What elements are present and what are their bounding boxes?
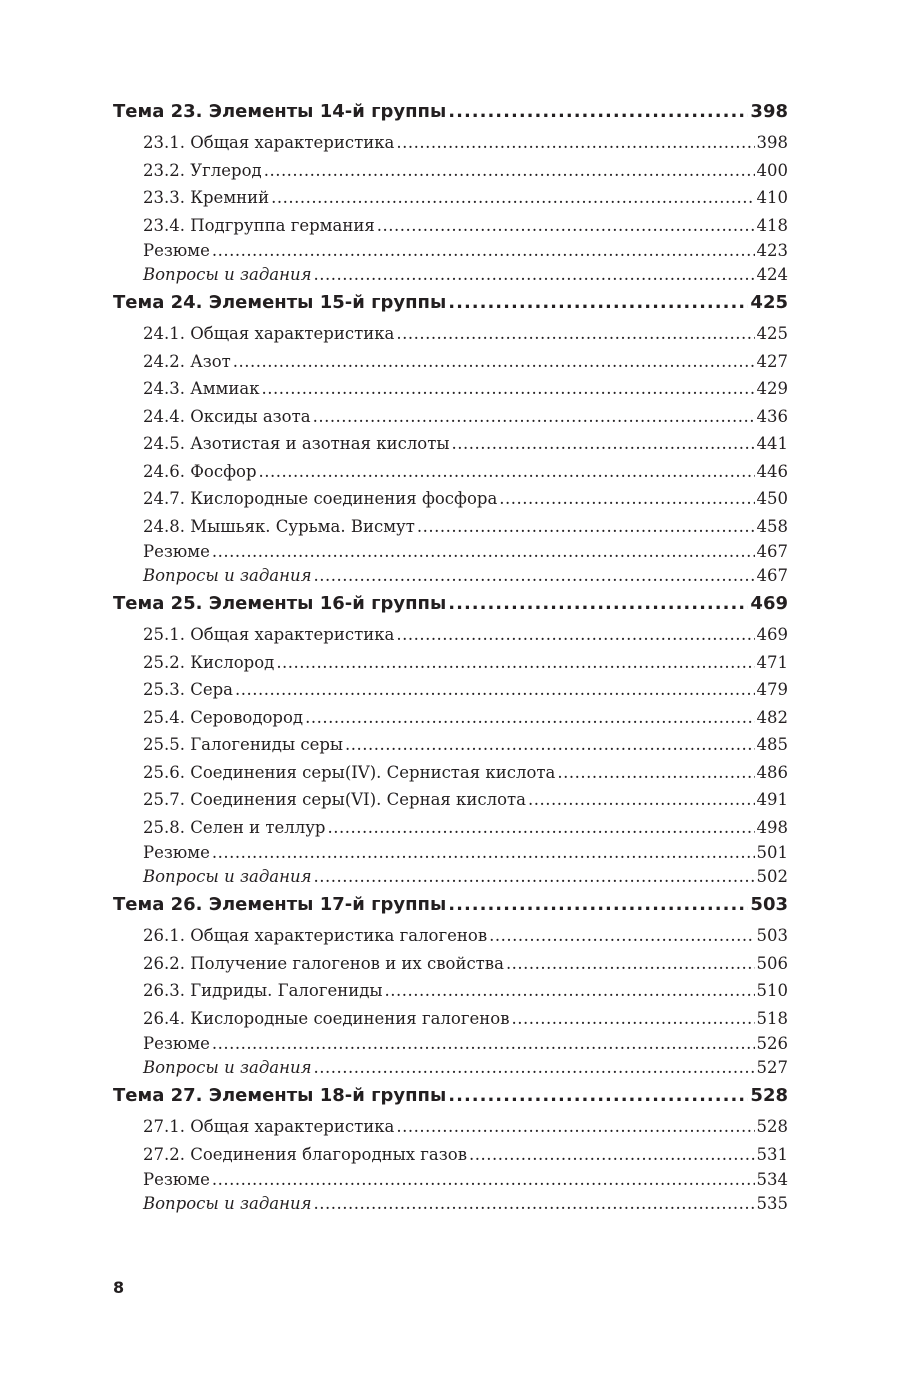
toc-entry[interactable]	[113, 239, 788, 263]
dot-leader	[417, 513, 755, 541]
toc-entry-title: Резюме	[143, 1170, 210, 1189]
toc-entry-title: 26.3. Гидриды. Галогениды	[143, 981, 383, 1000]
toc-entry-page: 528	[756, 1117, 788, 1136]
dot-leader	[314, 564, 755, 588]
toc-entry-page: 535	[756, 1194, 788, 1213]
dot-leader	[305, 704, 754, 732]
toc-entry-title: Вопросы и задания	[143, 1058, 312, 1077]
dot-leader	[212, 540, 755, 564]
toc-entry[interactable]	[113, 1141, 788, 1169]
table-of-contents	[113, 101, 788, 1221]
toc-entry-title: 26.2. Получение галогенов и их свойства	[143, 953, 504, 973]
dot-leader	[345, 731, 754, 759]
toc-entry-title: 24.6. Фосфор	[143, 461, 257, 481]
toc-entry[interactable]	[113, 564, 788, 588]
toc-topic-heading[interactable]	[113, 894, 788, 922]
dot-leader	[314, 865, 755, 889]
toc-entry[interactable]	[113, 814, 788, 842]
toc-topic-page: 528	[750, 1085, 788, 1106]
toc-entry-page: 498	[756, 817, 788, 837]
toc-entry-page: 506	[756, 953, 788, 973]
dot-leader	[396, 129, 754, 157]
toc-entry-title: 24.5. Азотистая и азотная кислоты	[143, 434, 450, 453]
toc-topic-heading[interactable]	[113, 101, 788, 129]
toc-entry-title: 23.4. Подгруппа германия	[143, 215, 375, 235]
toc-entry-page: 518	[756, 1008, 788, 1028]
toc-entry[interactable]	[113, 649, 788, 677]
toc-topic	[113, 292, 788, 588]
toc-topic-title: Тема 25. Элементы 16-й группы	[113, 593, 447, 614]
dot-leader	[469, 1141, 755, 1169]
toc-topic-title: Тема 27. Элементы 18-й группы	[113, 1085, 447, 1106]
toc-entry-page: 410	[756, 188, 788, 207]
toc-entry-page: 400	[756, 160, 788, 180]
toc-entry[interactable]	[113, 977, 788, 1005]
toc-entry-title: 24.7. Кислородные соединения фосфора	[143, 489, 498, 508]
toc-entry[interactable]	[113, 1056, 788, 1080]
toc-entry-page: 534	[756, 1170, 788, 1189]
toc-entry-page: 491	[756, 790, 788, 809]
toc-entry[interactable]	[113, 950, 788, 978]
toc-topic	[113, 894, 788, 1080]
dot-leader	[314, 1192, 755, 1216]
toc-entry[interactable]	[113, 1113, 788, 1141]
toc-entry-page: 486	[756, 762, 788, 782]
toc-entry-title: 27.1. Общая характеристика	[143, 1117, 395, 1136]
toc-topic-page: 469	[750, 593, 788, 614]
dot-leader	[396, 320, 754, 348]
dot-leader	[377, 212, 755, 240]
toc-entry[interactable]	[113, 786, 788, 814]
toc-entry[interactable]	[113, 704, 788, 732]
toc-entry-title: 25.6. Соединения серы(IV). Сернистая кислота	[143, 762, 556, 782]
toc-entry-page: 436	[756, 406, 788, 426]
dot-leader	[448, 1085, 748, 1106]
toc-entry-title: 23.2. Углерод	[143, 160, 262, 180]
toc-topic-page: 425	[750, 292, 788, 313]
dot-leader	[396, 1113, 754, 1141]
toc-entry[interactable]	[113, 375, 788, 403]
toc-entry-page: 425	[756, 324, 788, 343]
dot-leader	[528, 786, 755, 814]
dot-leader	[506, 950, 755, 978]
toc-entry[interactable]	[113, 458, 788, 486]
dot-leader	[262, 375, 755, 403]
dot-leader	[448, 292, 748, 313]
dot-leader	[212, 239, 755, 263]
toc-entry-page: 469	[756, 625, 788, 644]
toc-entry-page: 531	[756, 1144, 788, 1164]
dot-leader	[271, 184, 754, 212]
dot-leader	[259, 458, 755, 486]
toc-entry[interactable]	[113, 865, 788, 889]
dot-leader	[212, 1168, 755, 1192]
toc-entry[interactable]	[113, 485, 788, 513]
dot-leader	[452, 430, 755, 458]
toc-entry-page: 526	[756, 1034, 788, 1053]
toc-entry-title: 24.3. Аммиак	[143, 379, 260, 398]
toc-entry-title: Резюме	[143, 843, 210, 862]
toc-entry[interactable]	[113, 129, 788, 157]
page-number: 8	[113, 1278, 125, 1297]
toc-topic	[113, 101, 788, 287]
toc-entry-title: Вопросы и задания	[143, 265, 312, 284]
toc-entry-title: 24.2. Азот	[143, 351, 231, 371]
toc-entry-page: 501	[756, 843, 788, 862]
dot-leader	[233, 348, 755, 376]
toc-topic-heading[interactable]	[113, 1085, 788, 1113]
dot-leader	[511, 1005, 754, 1033]
toc-entry-title: Резюме	[143, 542, 210, 561]
toc-entry[interactable]	[113, 1168, 788, 1192]
toc-entry-page: 482	[756, 707, 788, 727]
toc-topic-title: Тема 26. Элементы 17-й группы	[113, 894, 447, 915]
toc-entry[interactable]	[113, 212, 788, 240]
toc-entry-title: 24.8. Мышьяк. Сурьма. Висмут	[143, 516, 415, 536]
toc-entry[interactable]	[113, 513, 788, 541]
toc-entry-page: 485	[756, 735, 788, 754]
toc-entry[interactable]	[113, 759, 788, 787]
toc-entry[interactable]	[113, 621, 788, 649]
dot-leader	[235, 676, 754, 704]
toc-entry-title: 25.5. Галогениды серы	[143, 735, 344, 754]
toc-entry[interactable]	[113, 540, 788, 564]
toc-entry-page: 450	[756, 489, 788, 508]
toc-topic	[113, 1085, 788, 1216]
toc-topic-title: Тема 24. Элементы 15-й группы	[113, 292, 447, 313]
toc-entry-page: 423	[756, 241, 788, 260]
toc-entry-title: 23.1. Общая характеристика	[143, 133, 395, 152]
toc-entry-title: 26.4. Кислородные соединения галогенов	[143, 1008, 510, 1028]
toc-entry[interactable]	[113, 841, 788, 865]
toc-entry-title: 25.3. Сера	[143, 680, 234, 699]
toc-entry[interactable]	[113, 731, 788, 759]
toc-entry-page: 467	[756, 542, 788, 561]
toc-entry[interactable]	[113, 184, 788, 212]
toc-topic-page: 398	[750, 101, 788, 122]
toc-entry[interactable]	[113, 263, 788, 287]
dot-leader	[314, 263, 755, 287]
toc-entry-page: 427	[756, 351, 788, 371]
toc-topic-heading[interactable]	[113, 292, 788, 320]
toc-entry-page: 398	[756, 133, 788, 152]
dot-leader	[314, 1056, 755, 1080]
dot-leader	[557, 759, 754, 787]
toc-topic	[113, 593, 788, 889]
toc-entry[interactable]	[113, 403, 788, 431]
dot-leader	[276, 649, 754, 677]
toc-topic-title: Тема 23. Элементы 14-й группы	[113, 101, 447, 122]
toc-entry[interactable]	[113, 1005, 788, 1033]
dot-leader	[327, 814, 754, 842]
toc-entry[interactable]	[113, 1192, 788, 1216]
toc-entry-page: 446	[756, 461, 788, 481]
dot-leader	[385, 977, 755, 1005]
dot-leader	[499, 485, 754, 513]
toc-entry[interactable]	[113, 430, 788, 458]
toc-entry-page: 503	[756, 926, 788, 945]
dot-leader	[212, 841, 755, 865]
toc-entry-title: Резюме	[143, 1034, 210, 1053]
dot-leader	[264, 157, 755, 185]
toc-entry[interactable]	[113, 922, 788, 950]
dot-leader	[396, 621, 754, 649]
toc-entry[interactable]	[113, 320, 788, 348]
toc-entry[interactable]	[113, 157, 788, 185]
dot-leader	[448, 101, 748, 122]
toc-entry-title: 26.1. Общая характеристика галогенов	[143, 926, 488, 945]
toc-entry-title: 25.1. Общая характеристика	[143, 625, 395, 644]
toc-topic-heading[interactable]	[113, 593, 788, 621]
toc-entry[interactable]	[113, 1032, 788, 1056]
toc-entry-title: Вопросы и задания	[143, 566, 312, 585]
dot-leader	[448, 593, 748, 614]
toc-entry-page: 471	[756, 652, 788, 672]
dot-leader	[448, 894, 748, 915]
toc-entry-title: 24.4. Оксиды азота	[143, 406, 311, 426]
toc-entry[interactable]	[113, 348, 788, 376]
dot-leader	[489, 922, 754, 950]
toc-entry-title: Вопросы и задания	[143, 867, 312, 886]
toc-entry-title: 24.1. Общая характеристика	[143, 324, 395, 343]
toc-entry-title: 25.7. Соединения серы(VI). Серная кислота	[143, 790, 526, 809]
dot-leader	[212, 1032, 755, 1056]
toc-entry-page: 429	[756, 379, 788, 398]
toc-entry-title: 27.2. Соединения благородных газов	[143, 1144, 467, 1164]
dot-leader	[313, 403, 755, 431]
toc-topic-page: 503	[750, 894, 788, 915]
toc-entry-page: 418	[756, 215, 788, 235]
toc-entry-title: 23.3. Кремний	[143, 188, 270, 207]
toc-entry-page: 479	[756, 680, 788, 699]
toc-entry-title: 25.8. Селен и теллур	[143, 817, 326, 837]
toc-entry-page: 467	[756, 566, 788, 585]
toc-entry-page: 424	[756, 265, 788, 284]
toc-entry-page: 502	[756, 867, 788, 886]
toc-entry-title: Резюме	[143, 241, 210, 260]
toc-entry-page: 527	[756, 1058, 788, 1077]
toc-entry-page: 458	[756, 516, 788, 536]
toc-entry-page: 441	[756, 434, 788, 453]
toc-entry-page: 510	[756, 981, 788, 1000]
toc-entry-title: 25.4. Сероводород	[143, 707, 304, 727]
toc-entry-title: 25.2. Кислород	[143, 652, 275, 672]
toc-entry-title: Вопросы и задания	[143, 1194, 312, 1213]
toc-entry[interactable]	[113, 676, 788, 704]
